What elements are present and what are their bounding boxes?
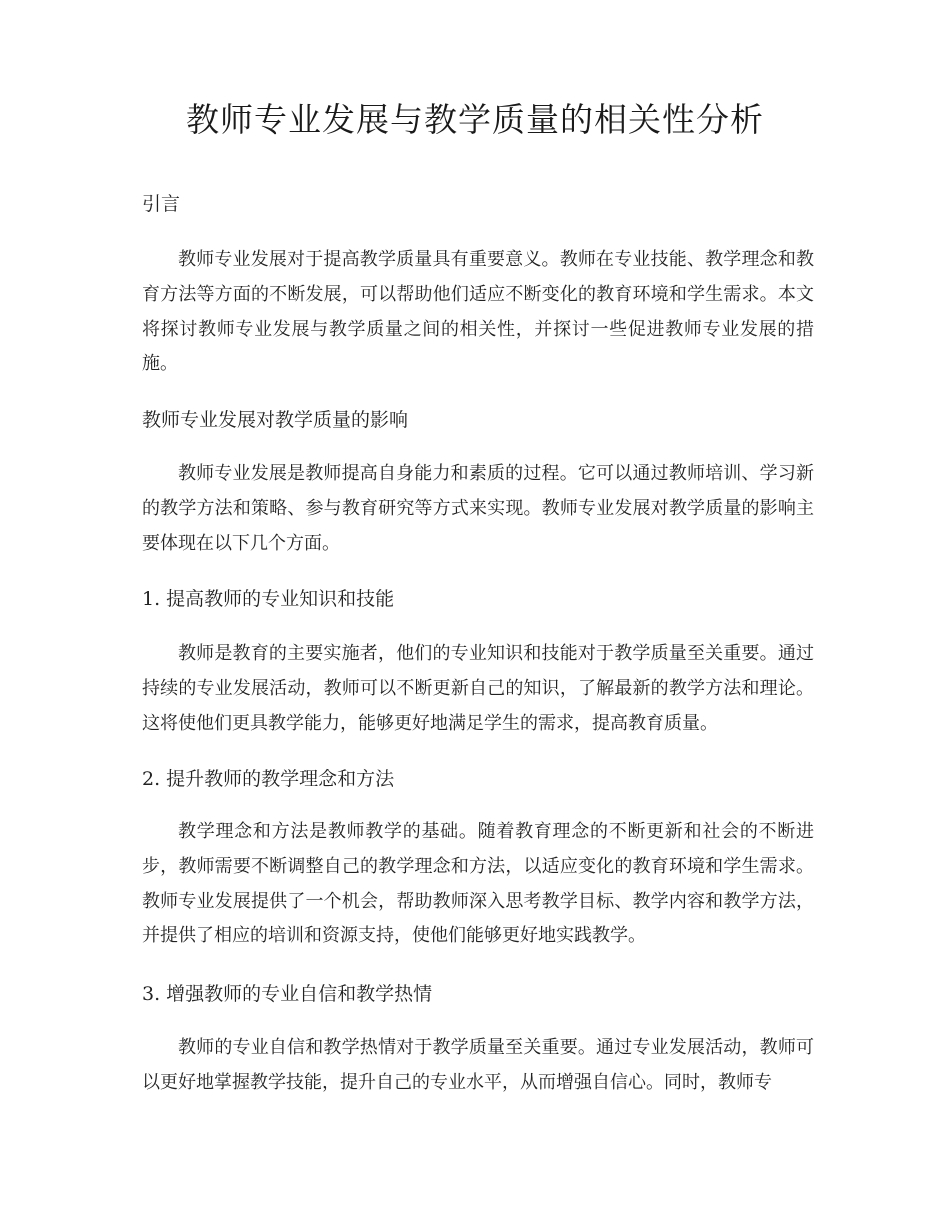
section-paragraph-point-1: 教师是教育的主要实施者，他们的专业知识和技能对于教学质量至关重要。通过持续的专业发展活动，教师可以不断更新自己的知识，了解最新的教学方法和理论。这将使他们更具教学能力，能够更好地满足学生的需求，提高教育质量。 (142, 643, 814, 734)
section-heading-point-1: 1. 提高教师的专业知识和技能 (142, 588, 395, 610)
section-paragraph-point-2: 教学理念和方法是教师教学的基础。随着教育理念的不断更新和社会的不断进步，教师需要不断调整自己的教学理念和方法，以适应变化的教育环境和学生需求。教师专业发展提供了一个机会，帮助教师深入思考教学目标、教学内容和教学方法，并提供了相应的培训和资源支持，使他们能够更好地实践教学。 (142, 821, 814, 947)
section-paragraph-introduction: 教师专业发展对于提高教学质量具有重要意义。教师在专业技能、教学理念和教育方法等方面的不断发展，可以帮助他们适应不断变化的教育环境和学生需求。本文将探讨教师专业发展与教学质量之间的相关性，并探讨一些促进教师专业发展的措施。 (142, 249, 814, 375)
section-heading-introduction: 引言 (142, 193, 181, 215)
section-heading-impact: 教师专业发展对教学质量的影响 (142, 409, 409, 431)
document-title: 教师专业发展与教学质量的相关性分析 (186, 100, 764, 139)
section-paragraph-point-3: 教师的专业自信和教学热情对于教学质量至关重要。通过专业发展活动，教师可以更好地掌握教学技能，提升自己的专业水平，从而增强自信心。同时，教师专 (142, 1037, 814, 1093)
section-heading-point-3: 3. 增强教师的专业自信和教学热情 (142, 983, 433, 1005)
section-paragraph-impact: 教师专业发展是教师提高自身能力和素质的过程。它可以通过教师培训、学习新的教学方法和策略、参与教育研究等方式来实现。教师专业发展对教学质量的影响主要体现在以下几个方面。 (142, 463, 814, 554)
section-heading-point-2: 2. 提升教师的教学理念和方法 (142, 768, 395, 790)
